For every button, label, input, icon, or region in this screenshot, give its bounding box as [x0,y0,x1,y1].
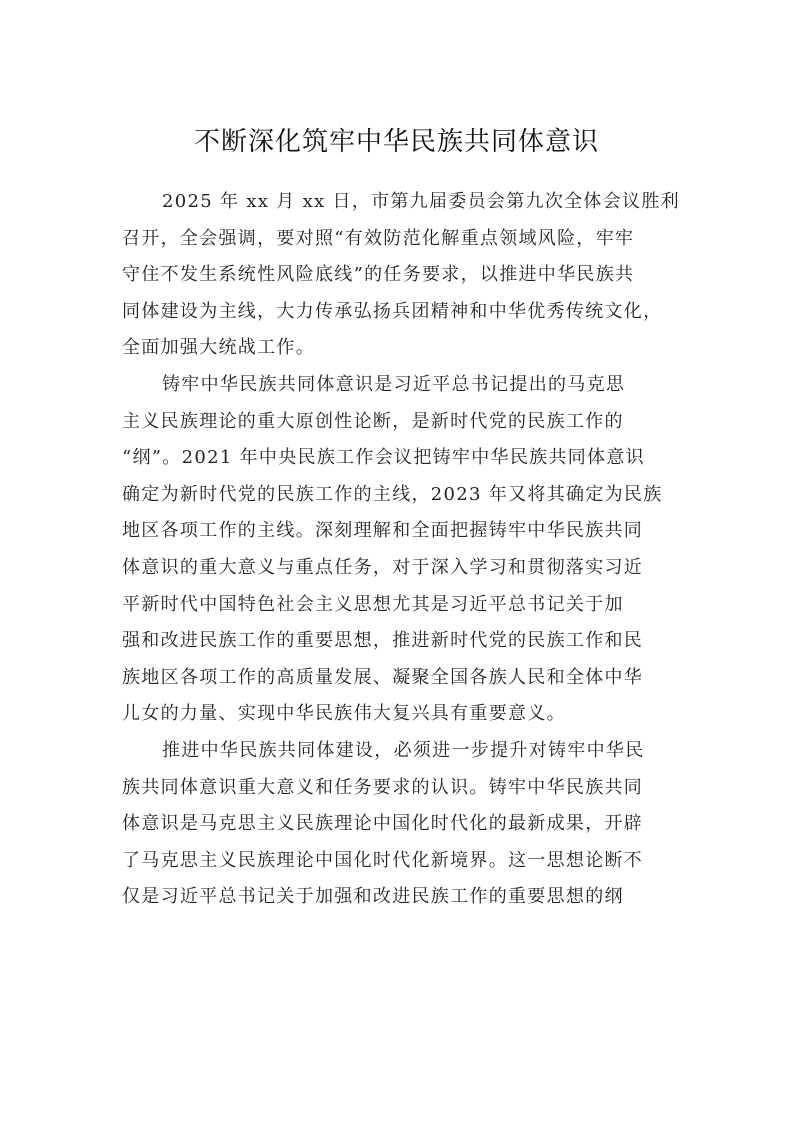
paragraph-line: 儿女的力量、实现中华民族伟大复兴具有重要意义。 [122,703,566,725]
document-body [122,184,678,916]
paragraph-line: 主义民族理论的重大原创性论断，是新时代党的民族工作的 [122,410,624,432]
paragraph [122,184,678,367]
paragraph-line: 平新时代中国特色社会主义思想尤其是习近平总书记关于加 [122,593,624,615]
paragraph [122,733,678,916]
paragraph-line: 仅是习近平总书记关于加强和改进民族工作的重要思想的纲 [122,886,624,908]
paragraph-line: 体意识是马克思主义民族理论中国化时代化的最新成果，开辟 [122,813,644,835]
paragraph-line: 2025 年 xx 月 xx 日，市第九届委员会第九次全体会议胜利 [162,191,680,212]
paragraph-line: 推进中华民族共同体建设，必须进一步提升对铸牢中华民 [162,739,645,761]
paragraph-line: 确定为新时代党的民族工作的主线，2023 年又将其确定为民族 [122,483,663,505]
paragraph-line: 守住不发生系统性风险底线”的任务要求，以推进中华民族共 [122,264,635,286]
paragraph-line: 体意识的重大意义与重点任务，对于深入学习和贯彻落实习近 [122,556,644,578]
paragraph-line: 族共同体意识重大意义和任务要求的认识。铸牢中华民族共同 [122,776,644,798]
document-title: 不断深化筑牢中华民族共同体意识 [193,127,599,157]
paragraph-line: 族地区各项工作的高质量发展、凝聚全国各族人民和全体中华 [122,666,644,688]
paragraph [122,367,678,733]
paragraph-line: “纲”。2021 年中央民族工作会议把铸牢中华民族共同体意识 [122,447,645,469]
paragraph-line: 全面加强大统战工作。 [122,337,315,359]
paragraph-line: 地区各项工作的主线。深刻理解和全面把握铸牢中华民族共同 [122,520,644,542]
paragraph-line: 同体建设为主线，大力传承弘扬兵团精神和中华优秀传统文化， [122,300,663,322]
paragraph-line: 强和改进民族工作的重要思想，推进新时代党的民族工作和民 [122,630,644,652]
paragraph-line: 铸牢中华民族共同体意识是习近平总书记提出的马克思 [162,373,626,395]
paragraph-line: 了马克思主义民族理论中国化时代化新境界。这一思想论断不 [122,849,644,871]
paragraph-line: 召开，全会强调，要对照“有效防范化解重点领域风险，牢牢 [122,227,635,249]
